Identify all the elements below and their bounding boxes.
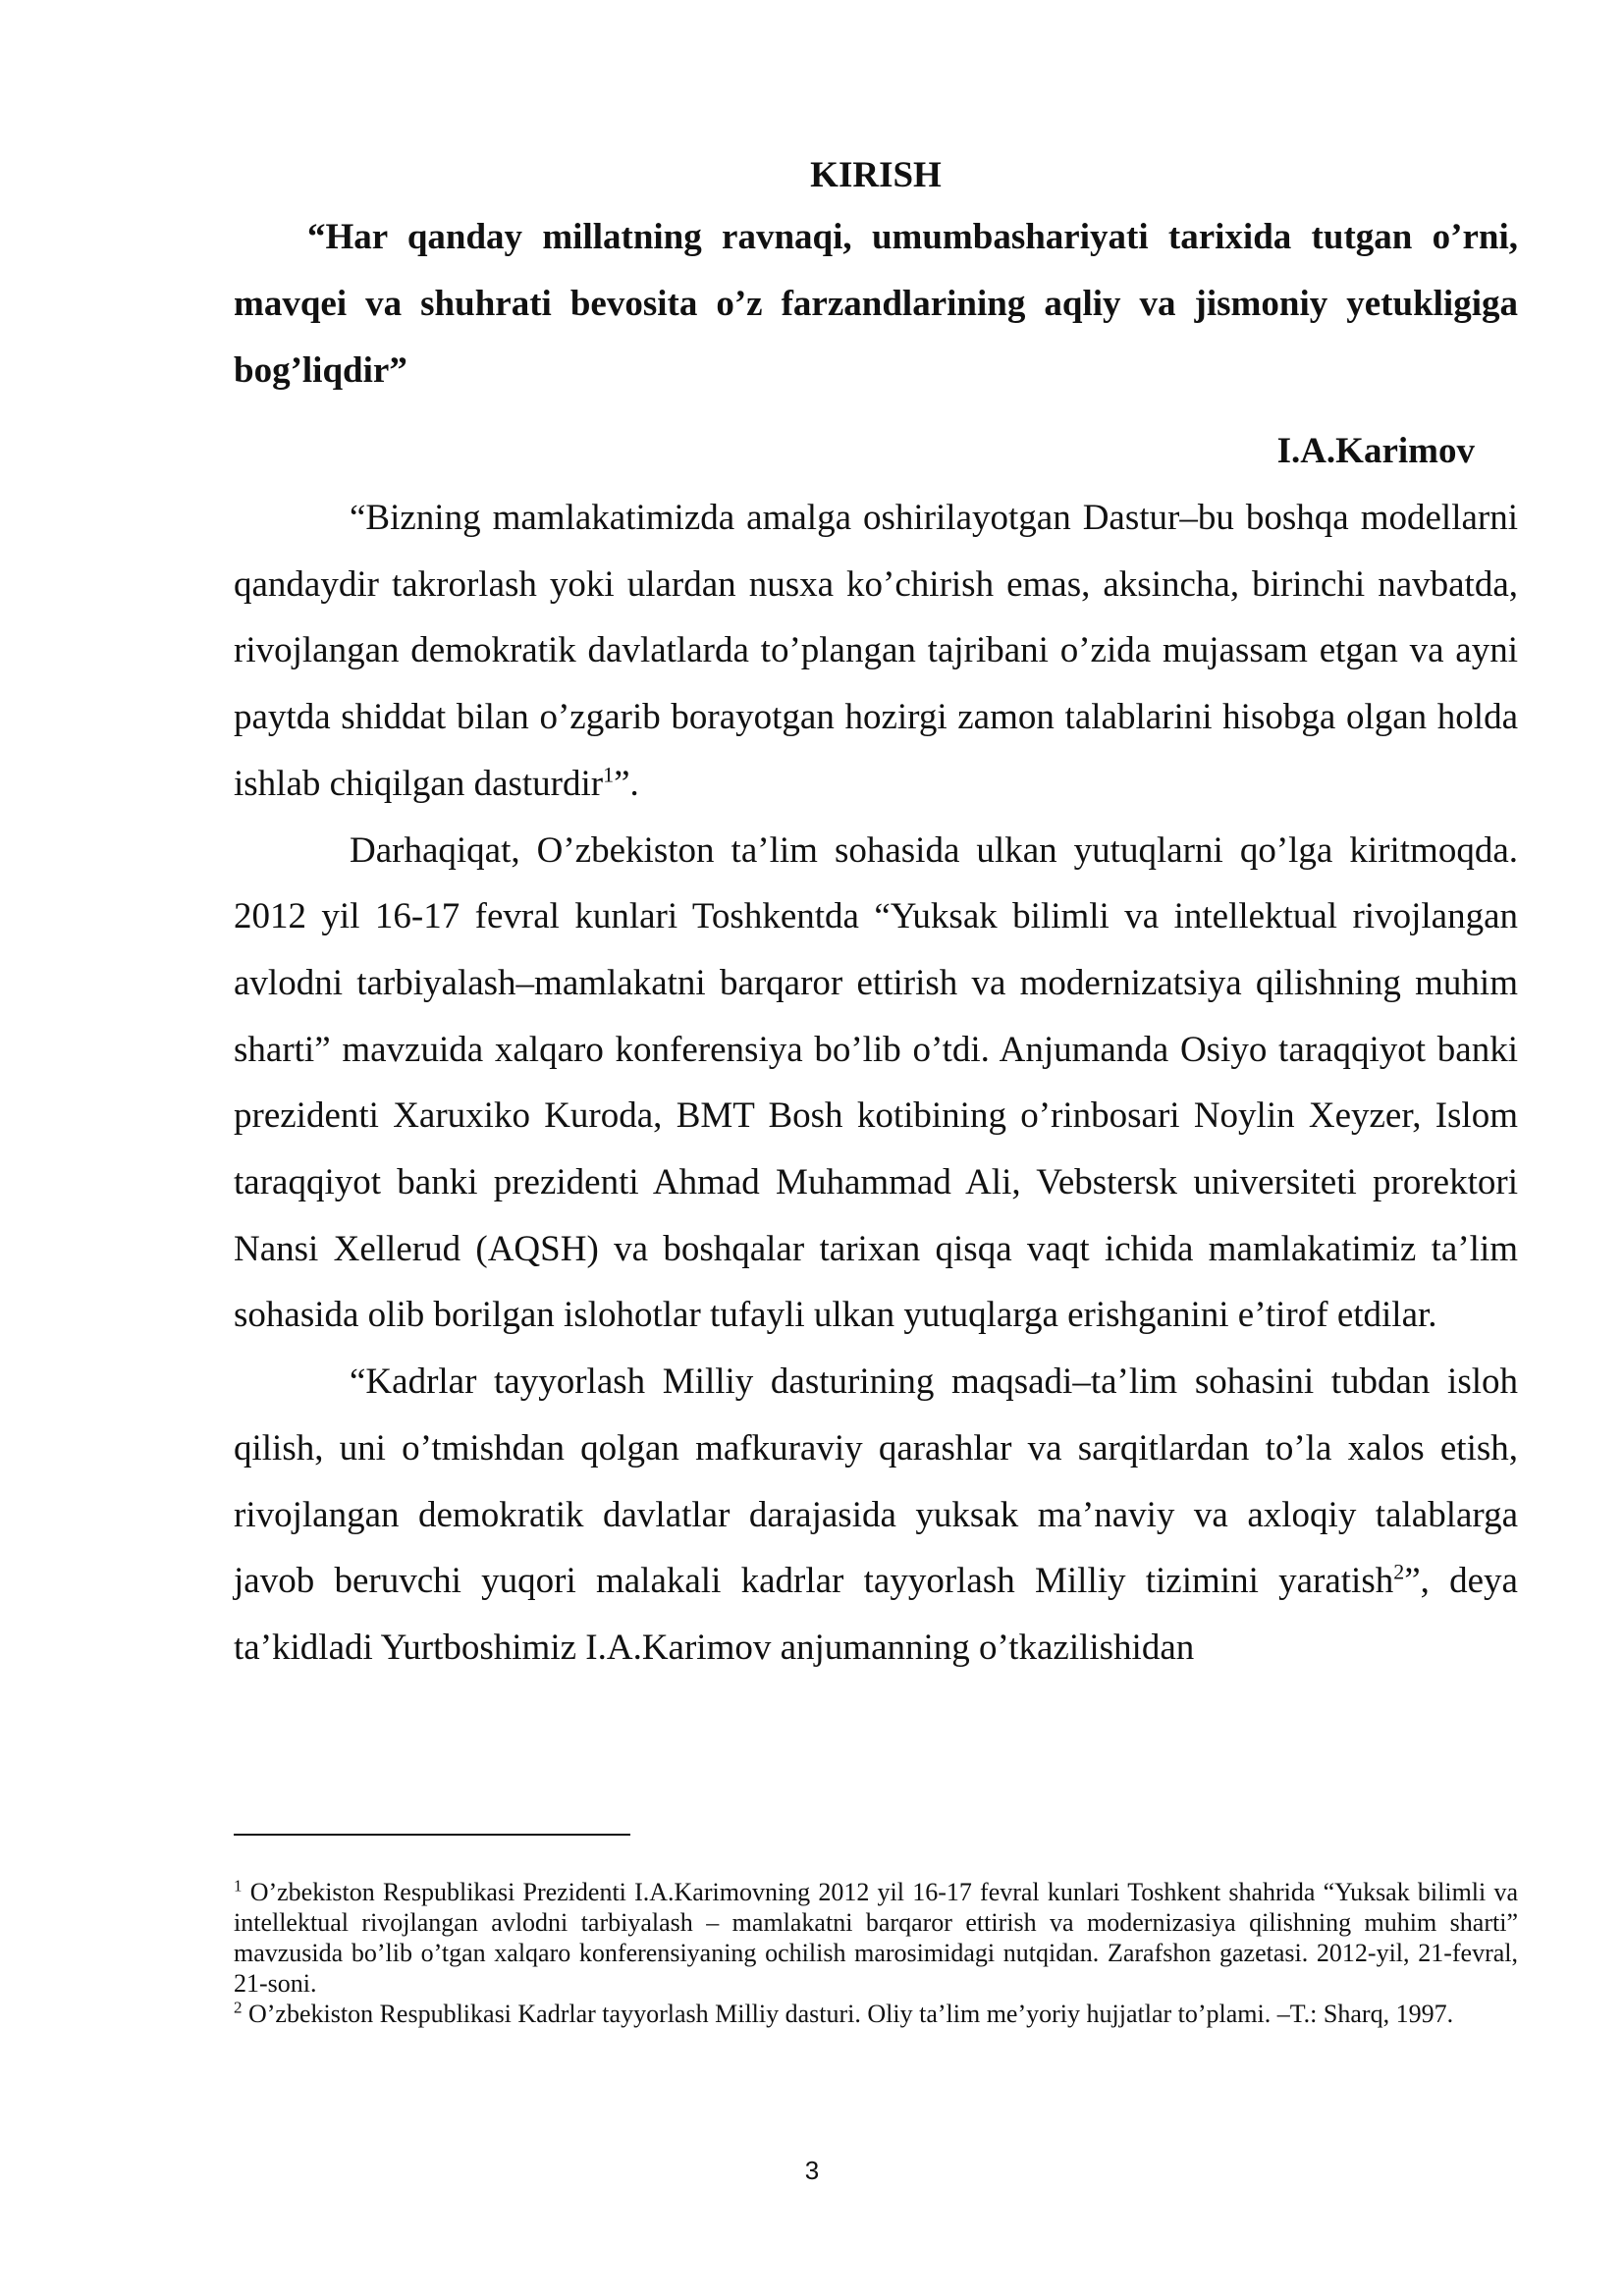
paragraph-3-end: ”, deya ta’kidladi Yurtboshimiz I.A.Karimov anjumanning o’tkazilishidan (234, 1561, 1518, 1668)
paragraph-1-text: “Bizning mamlakatimizda amalga oshirilayotgan Dastur–bu boshqa modellarni qandaydir takrorlash yoki ulardan nusxa ko’chirish emas, aksincha, birinchi navbatda, rivojlangan demokratik davlatlarda to’plangan tajribani o’zida mujassam etgan va ayni paytda shiddat bilan o’zgarib borayotgan hozirgi zamon talablarini hisobga olgan holda ishlab chiqilgan dasturdir (234, 498, 1518, 804)
paragraph-3 (234, 1349, 1518, 1682)
paragraph-2 (234, 818, 1518, 1350)
footnote-separator (234, 1834, 630, 1836)
footnote-1-text: O’zbekiston Respublikasi Prezidenti I.A.Karimovning 2012 yil 16-17 fevral kunlari Toshkent shahrida “Yuksak bilimli va intellektual rivojlangan avlodni tarbiyalash – mamlakatni barqaror ettirish va modernizasiya qilishning muhim sharti” mavzusida bo’lib o’tgan xalqaro konferensiyaning ochilish marosimidagi nutqidan. Zarafshon gazetasi. 2012-yil, 21-fevral, 21-soni. (234, 1878, 1518, 1998)
footnote-2-mark: 2 (234, 1998, 243, 2017)
epigraph-author: I.A.Karimov (1276, 431, 1475, 471)
page-number: 3 (804, 2156, 820, 2185)
paragraph-1-end: ”. (614, 763, 639, 804)
footnote-1-mark: 1 (234, 1876, 243, 1896)
paragraph-3-text: “Kadrlar tayyorlash Milliy dasturining maqsadi–ta’lim sohasini tubdan isloh qilish, uni o’tmishdan qolgan mafkuraviy qarashlar va sarqitlardan to’la xalos etish, rivojlangan demokratik davlatlar darajasida yuksak ma’naviy va axloqiy talablarga javob beruvchi yuqori malakali kadrlar tayyorlash Milliy tizimini yaratish (234, 1362, 1518, 1602)
paragraph-1 (234, 485, 1518, 818)
footnote-2-text: O’zbekiston Respublikasi Kadrlar tayyorlash Milliy dasturi. Oliy ta’lim me’yoriy hujjatlar to’plami. –T.: Sharq, 1997. (242, 2000, 1454, 2028)
footnote-1 (234, 1877, 1518, 1999)
paragraph-2-text: Darhaqiqat, O’zbekiston ta’lim sohasida ulkan yutuqlarni qo’lga kiritmoqda. 2012 yil 16-17 fevral kunlari Toshkentda “Yuksak bilimli va intellektual rivojlangan avlodni tarbiyalash–mamlakatni barqaror ettirish va modernizatsiya qilishning muhim sharti” mavzuida xalqaro konferensiya bo’lib o’tdi. Anjumanda Osiyo taraqqiyot banki prezidenti Xaruxiko Kuroda, BMT Bosh kotibining o’rinbosari Noylin Xeyzer, Islom taraqqiyot banki prezidenti Ahmad Muhammad Ali, Vebstersk universiteti prorektori Nansi Xellerud (AQSH) va boshqalar tarixan qisqa vaqt ichida mamlakatimiz ta’lim sohasida olib borilgan islohotlar tufayli ulkan yutuqlarga erishganini e’tirof etdilar. (234, 829, 1518, 1336)
epigraph-quote: “Har qanday millatning ravnaqi, umumbashariyati tarixida tutgan o’rni, mavqei va shuhrati bevosita o’z farzandlarining aqliy va jismoniy yetukligiga bog’liqdir” (234, 217, 1518, 391)
footnote-reference-1: 1 (603, 762, 615, 787)
footnote-2 (234, 1999, 1518, 2029)
footnote-reference-2: 2 (1393, 1559, 1405, 1584)
section-heading: KIRISH (810, 155, 942, 195)
main-text-area (234, 149, 1518, 1682)
footnotes-area (234, 1877, 1518, 2029)
